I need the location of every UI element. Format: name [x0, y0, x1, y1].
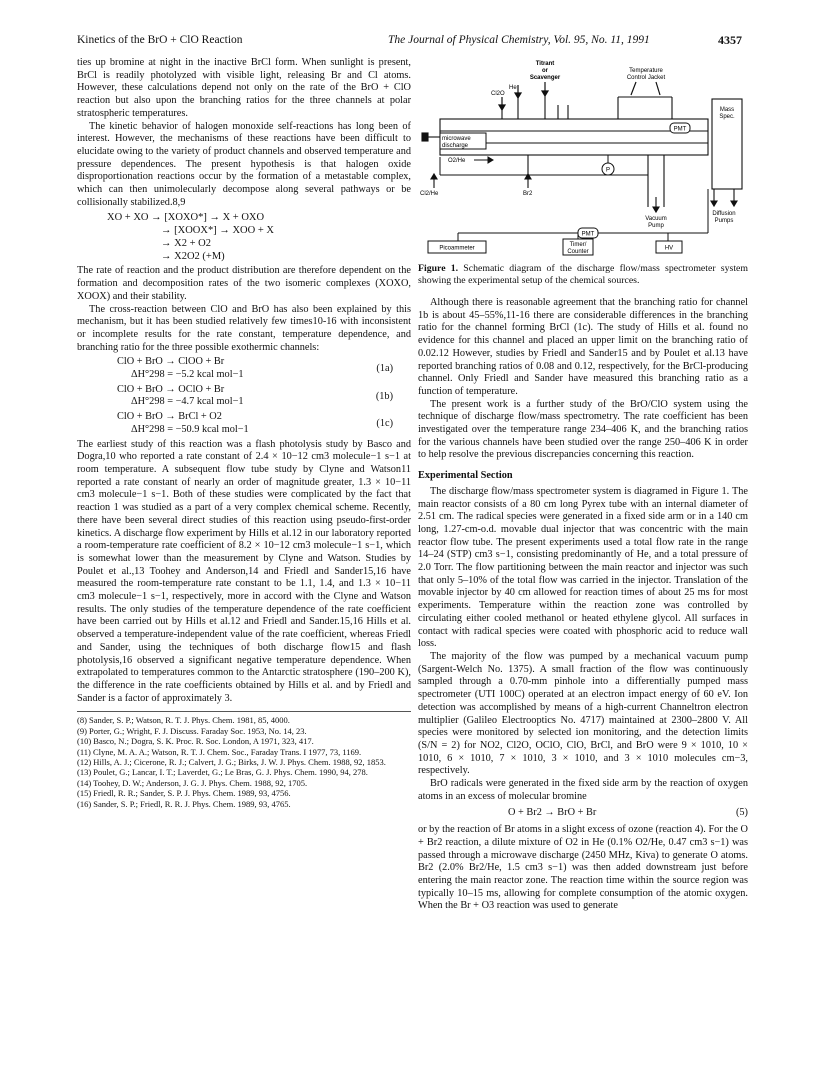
reaction-1c	[77, 411, 411, 436]
reference-item: (12) Hills, A. J.; Cicerone, R. J.; Calvert, J. G.; Birks, J. W. J. Phys. Chem. 1988, 92, 1853.	[77, 756, 386, 767]
reference-item: (11) Clyne, M. A. A.; Watson, R. T. J. Chem. Soc., Faraday Trans. I 1977, 73, 1169.	[77, 746, 362, 757]
reaction-1a	[77, 356, 411, 381]
running-head-right: The Journal of Physical Chemistry, Vol. 95, No. 11, 1991	[388, 34, 650, 46]
figure-1-schematic	[418, 57, 748, 257]
label-p: P	[605, 167, 611, 174]
equation-number: (1c)	[376, 418, 393, 430]
label-microwave-2: discharge	[442, 143, 469, 149]
label-o2he: O2/He	[448, 158, 466, 164]
label-diffusion-1: Diffusion	[712, 211, 736, 217]
paragraph: BrO radicals were generated in the fixed side arm by the reaction of oxygen atoms in an excess of molecular bromine	[418, 778, 748, 802]
label-timer-1: Timer/	[569, 242, 587, 248]
paragraph: The kinetic behavior of halogen monoxide self-reactions has long been of interest. However, the mechanisms of these reactions have been difficult to elucidate owing to the variety of product channels and observed temperature and pressure dependences. The present hypothesis is that halogen oxide disproportionation reactions occur by the formation of a metastable complex, which can then unimolecularly decompose along several pathways or be collisionally stabilized.8,9	[77, 120, 411, 208]
label-pmt-bottom: PMT	[581, 231, 595, 238]
label-cl2he: Cl2/He	[420, 191, 439, 197]
equation-5	[418, 803, 748, 824]
label-temp-jacket-1: Temperature	[629, 68, 663, 74]
reference-item: (10) Basco, N.; Dogra, S. K. Proc. R. Soc. London, A 1971, 323, 417.	[77, 736, 314, 747]
label-vacuum-2: Pump	[648, 223, 664, 229]
reaction-1b	[77, 384, 411, 409]
equation-line: → X2 + O2	[161, 238, 211, 250]
equation-number: (1b)	[375, 390, 393, 402]
right-column	[418, 57, 748, 913]
paragraph: The discharge flow/mass spectrometer system is diagramed in Figure 1. The main reactor consists of a 80 cm long Pyrex tube with an internal diameter of 2.51 cm. The radical species were generated in a fixed side arm or in a 140 cm long, 1.27-cm-o.d. movable dual injector that was concentric with the main reactor flow tube. The present experiments used a total flow rate in the range 14–24 (STP) cm3 s−1, consisting predominantly of He, and a total pressure of 2.0 Torr. The flow partitioning between the main reactor and injector was such that only 5–10% of the total flow was carried in the injector. Translation of the movable injector by 40 cm allowed for reaction times of about 25 ms for most experiments. Temperature within the reaction zone was controlled by circulating either cooled methanol or heated ethylene glycol. All surfaces in contact with radical species were coated with phosphoric acid to reduce wall loss.	[418, 485, 748, 650]
paragraph: The majority of the flow was pumped by a mechanical vacuum pump (Sargent-Welch No. 1375). A small fraction of the flow was continuously sampled through a 0.70-mm pinhole into a differentially pumped mass spectrometer (UTI 100C) operated at an electron impact energy of 60 eV. Ion detection was accomplished by means of a high-current Channeltron electron multiplier (Galileo Electrooptics No. 4717) maintained at 2300–2800 V. All species were monitored by selected ion monitoring, and the detection limits (S/N = 2) for NO2, Cl2O, OClO, ClO, BrCl, and BrO were 9 × 1010, 10 × 1010, 6 × 1010, 7 × 1010, 3 × 1010, and 3 × 1010 molecules cm−3, respectively.	[418, 650, 748, 777]
reaction-enthalpy: ΔH°298 = −4.7 kcal mol−1	[131, 396, 244, 408]
running-head-left: Kinetics of the BrO + ClO Reaction	[77, 34, 243, 46]
reaction-enthalpy: ΔH°298 = −5.2 kcal mol−1	[131, 369, 244, 381]
inlet-arrows	[499, 82, 660, 110]
bottom-inlet-arrows	[431, 174, 737, 212]
reference-item: (8) Sander, S. P.; Watson, R. T. J. Phys. Chem. 1981, 85, 4000.	[77, 715, 290, 726]
section-heading: Experimental Section	[418, 470, 513, 482]
reaction-equation: ClO + BrO → BrCl + O2	[117, 411, 222, 423]
left-column	[77, 57, 411, 809]
caption-label: Figure 1.	[418, 263, 459, 274]
label-br2: Br2	[523, 191, 533, 197]
equation-line: → X2O2 (+M)	[161, 251, 225, 263]
reference-item: (13) Poulet, G.; Lancar, I. T.; Laverdet, G.; Le Bras, G. J. Phys. Chem. 1990, 94, 278.	[77, 767, 368, 778]
paragraph: ties up bromine at night in the inactive BrCl form. When sunlight is present, BrCl is readily photolyzed with visible light, releasing Br and Cl atoms. However, these calculations depend not only on the rate of the BrO + ClO reaction but also upon the branching ratios for the three channels at polar stratospheric temperatures.	[77, 57, 411, 119]
reaction-equation: ClO + BrO → OClO + Br	[117, 383, 225, 395]
label-diffusion-2: Pumps	[714, 218, 734, 224]
mechanism-equations	[77, 211, 411, 263]
label-pmt-top: PMT	[673, 126, 687, 133]
label-picoammeter: Picoammeter	[439, 245, 475, 252]
label-mass-spec-1: Mass	[719, 107, 735, 113]
paragraph: or by the reaction of Br atoms in a slight excess of ozone (reaction 4). For the O + Br2 reaction, a dilute mixture of O2 in He (0.1% O2/He, 0.47 cm3 s−1) was passed through a microwave discharge (2450 MHz, Kiva) to generate O atoms. Br2 (2.0% Br2/He, 1.5 cm3 s−1) was then added downstream just before entering the main reactor zone. The reaction time within the source region was typically 10–15 ms, allowing for complete consumption of the atomic oxygen. When the Br + O3 reaction was used to generate	[418, 824, 748, 912]
paragraph: The rate of reaction and the product distribution are therefore dependent on the formation and decomposition rates of the two isomeric complexes (XOXO, XOOX) and their stability.	[77, 265, 411, 302]
label-mass-spec-2: Spec.	[719, 114, 735, 120]
reference-item: (15) Friedl, R. R.; Sander, S. P. J. Phys. Chem. 1989, 93, 4756.	[77, 788, 291, 799]
label-microwave-1: microwave	[442, 136, 471, 142]
side-arm	[440, 155, 664, 207]
equation-line: → [XOOX*] → XOO + X	[161, 225, 274, 237]
paragraph: The cross-reaction between ClO and BrO has also been explained by this mechanism, but it has been studied relatively few times10-16 with inconsistent or incomplete results for the rate constant, temperature dependence, and branching ratio for the three possible exothermic channels:	[77, 303, 411, 353]
label-hv: HV	[664, 245, 674, 252]
apparatus-diagram	[418, 57, 748, 257]
equation-number: (1a)	[376, 363, 393, 375]
reaction-equation: ClO + BrO → ClOO + Br	[117, 356, 225, 368]
reaction-enthalpy: ΔH°298 = −50.9 kcal mol−1	[131, 423, 249, 435]
reference-item: (9) Porter, G.; Wright, F. J. Discuss. Faraday Soc. 1953, No. 14, 23.	[77, 725, 307, 736]
label-cl2o: Cl2O	[491, 91, 505, 97]
caption-text: Schematic diagram of the discharge flow/mass spectrometer system showing the experimental setup of the chemical sources.	[418, 263, 749, 286]
label-titrant: Titrant	[535, 61, 555, 67]
paragraph: The present work is a further study of the BrO/ClO system using the technique of discharge flow/mass spectrometry. The rate coefficient has been investigated over the temperature range 234–406 K, and the branching ratios for the various channels have been studied over the range 250–406 K in order to help resolve the previous discrepancies concerning this reaction.	[418, 398, 748, 461]
figure-caption	[418, 263, 748, 287]
label-temp-jacket-2: Control Jacket	[626, 75, 666, 81]
paragraph: Although there is reasonable agreement that the branching ratio for channel 1b is about 45–55%,11-16 there are considerable differences in the branching ratio for the channel forming BrCl (1c). The study of Hills et al. found no evidence for this channel and placed an upper limit on the branching ratio of 0.02.12 However, studies by Friedl and Sander15 and by Poulet et al.13 have reported branching ratios of 0.08 and 0.12, respectively, for the BrCl-producing channel. Only Friedl and Sander have measured this branching ratio as a function of temperature.	[418, 297, 748, 397]
reference-item: (16) Sander, S. P.; Friedl, R. R. J. Phys. Chem. 1989, 93, 4765.	[77, 798, 291, 809]
equation-text: O + Br2 → BrO + Br	[508, 807, 597, 819]
label-or: or	[542, 68, 548, 74]
references	[77, 711, 411, 809]
equation-number: (5)	[735, 807, 748, 819]
label-scavenger: Scavenger	[529, 75, 561, 81]
paragraph: The earliest study of this reaction was a flash photolysis study by Basco and Dogra,10 who reported a rate constant of 2.4 × 10−12 cm3 molecule−1 s−1 at room temperature. A subsequent flow tube study by Clyne and Watson11 reported a rate constant of nearly an order of magnitude greater, 1.3 × 10−11 cm3 molecule−1 s−1. Both of these studies were complicated by the fact that reaction 1 was studied as a part of a very complex chemical scheme. Recently, there have been several direct studies of this reaction using pseudo-first-order kinetics. A discharge flow experiment by Hills et al.12 in our laboratory reported a room-temperature rate coefficient of 8.2 × 10−12 cm3 molecule−1 s−1, which is somewhat lower than the measurement by Clyne and Watson. Studies by Poulet et al.,13 Toohey and Anderson,14 and Friedl and Sander15,16 have measured the room-temperature rate constant to be 1.1, 1.4, and 1.3 × 10−11 cm3 molecule−1 s−1, respectively, more in accord with the Clyne and Watson results. The only studies of the temperature dependence of the rate coefficient have been carried out by Hills et al.12 and Friedl and Sander.15,16 Hills et al. observed a temperature-independent value of the rate coefficient, whereas Friedl and Sander, using the techniques of both discharge flow15 and flash photolysis,16 observed a significant negative temperature dependence. When extrapolated to temperatures common to the Antarctic stratosphere (190–200 K), the difference in the rate coefficients obtained by Hills et al. and by Friedl and Sander is a factor of approximately 3.	[77, 438, 411, 704]
label-vacuum-1: Vacuum	[645, 216, 667, 222]
label-timer-2: Counter	[567, 249, 589, 255]
label-he: He	[509, 85, 517, 91]
reference-item: (14) Toohey, D. W.; Anderson, J. G. J. Phys. Chem. 1988, 92, 1705.	[77, 777, 308, 788]
page-number: 4357	[718, 33, 742, 47]
equation-line: XO + XO → [XOXO*] → X + OXO	[107, 212, 265, 224]
